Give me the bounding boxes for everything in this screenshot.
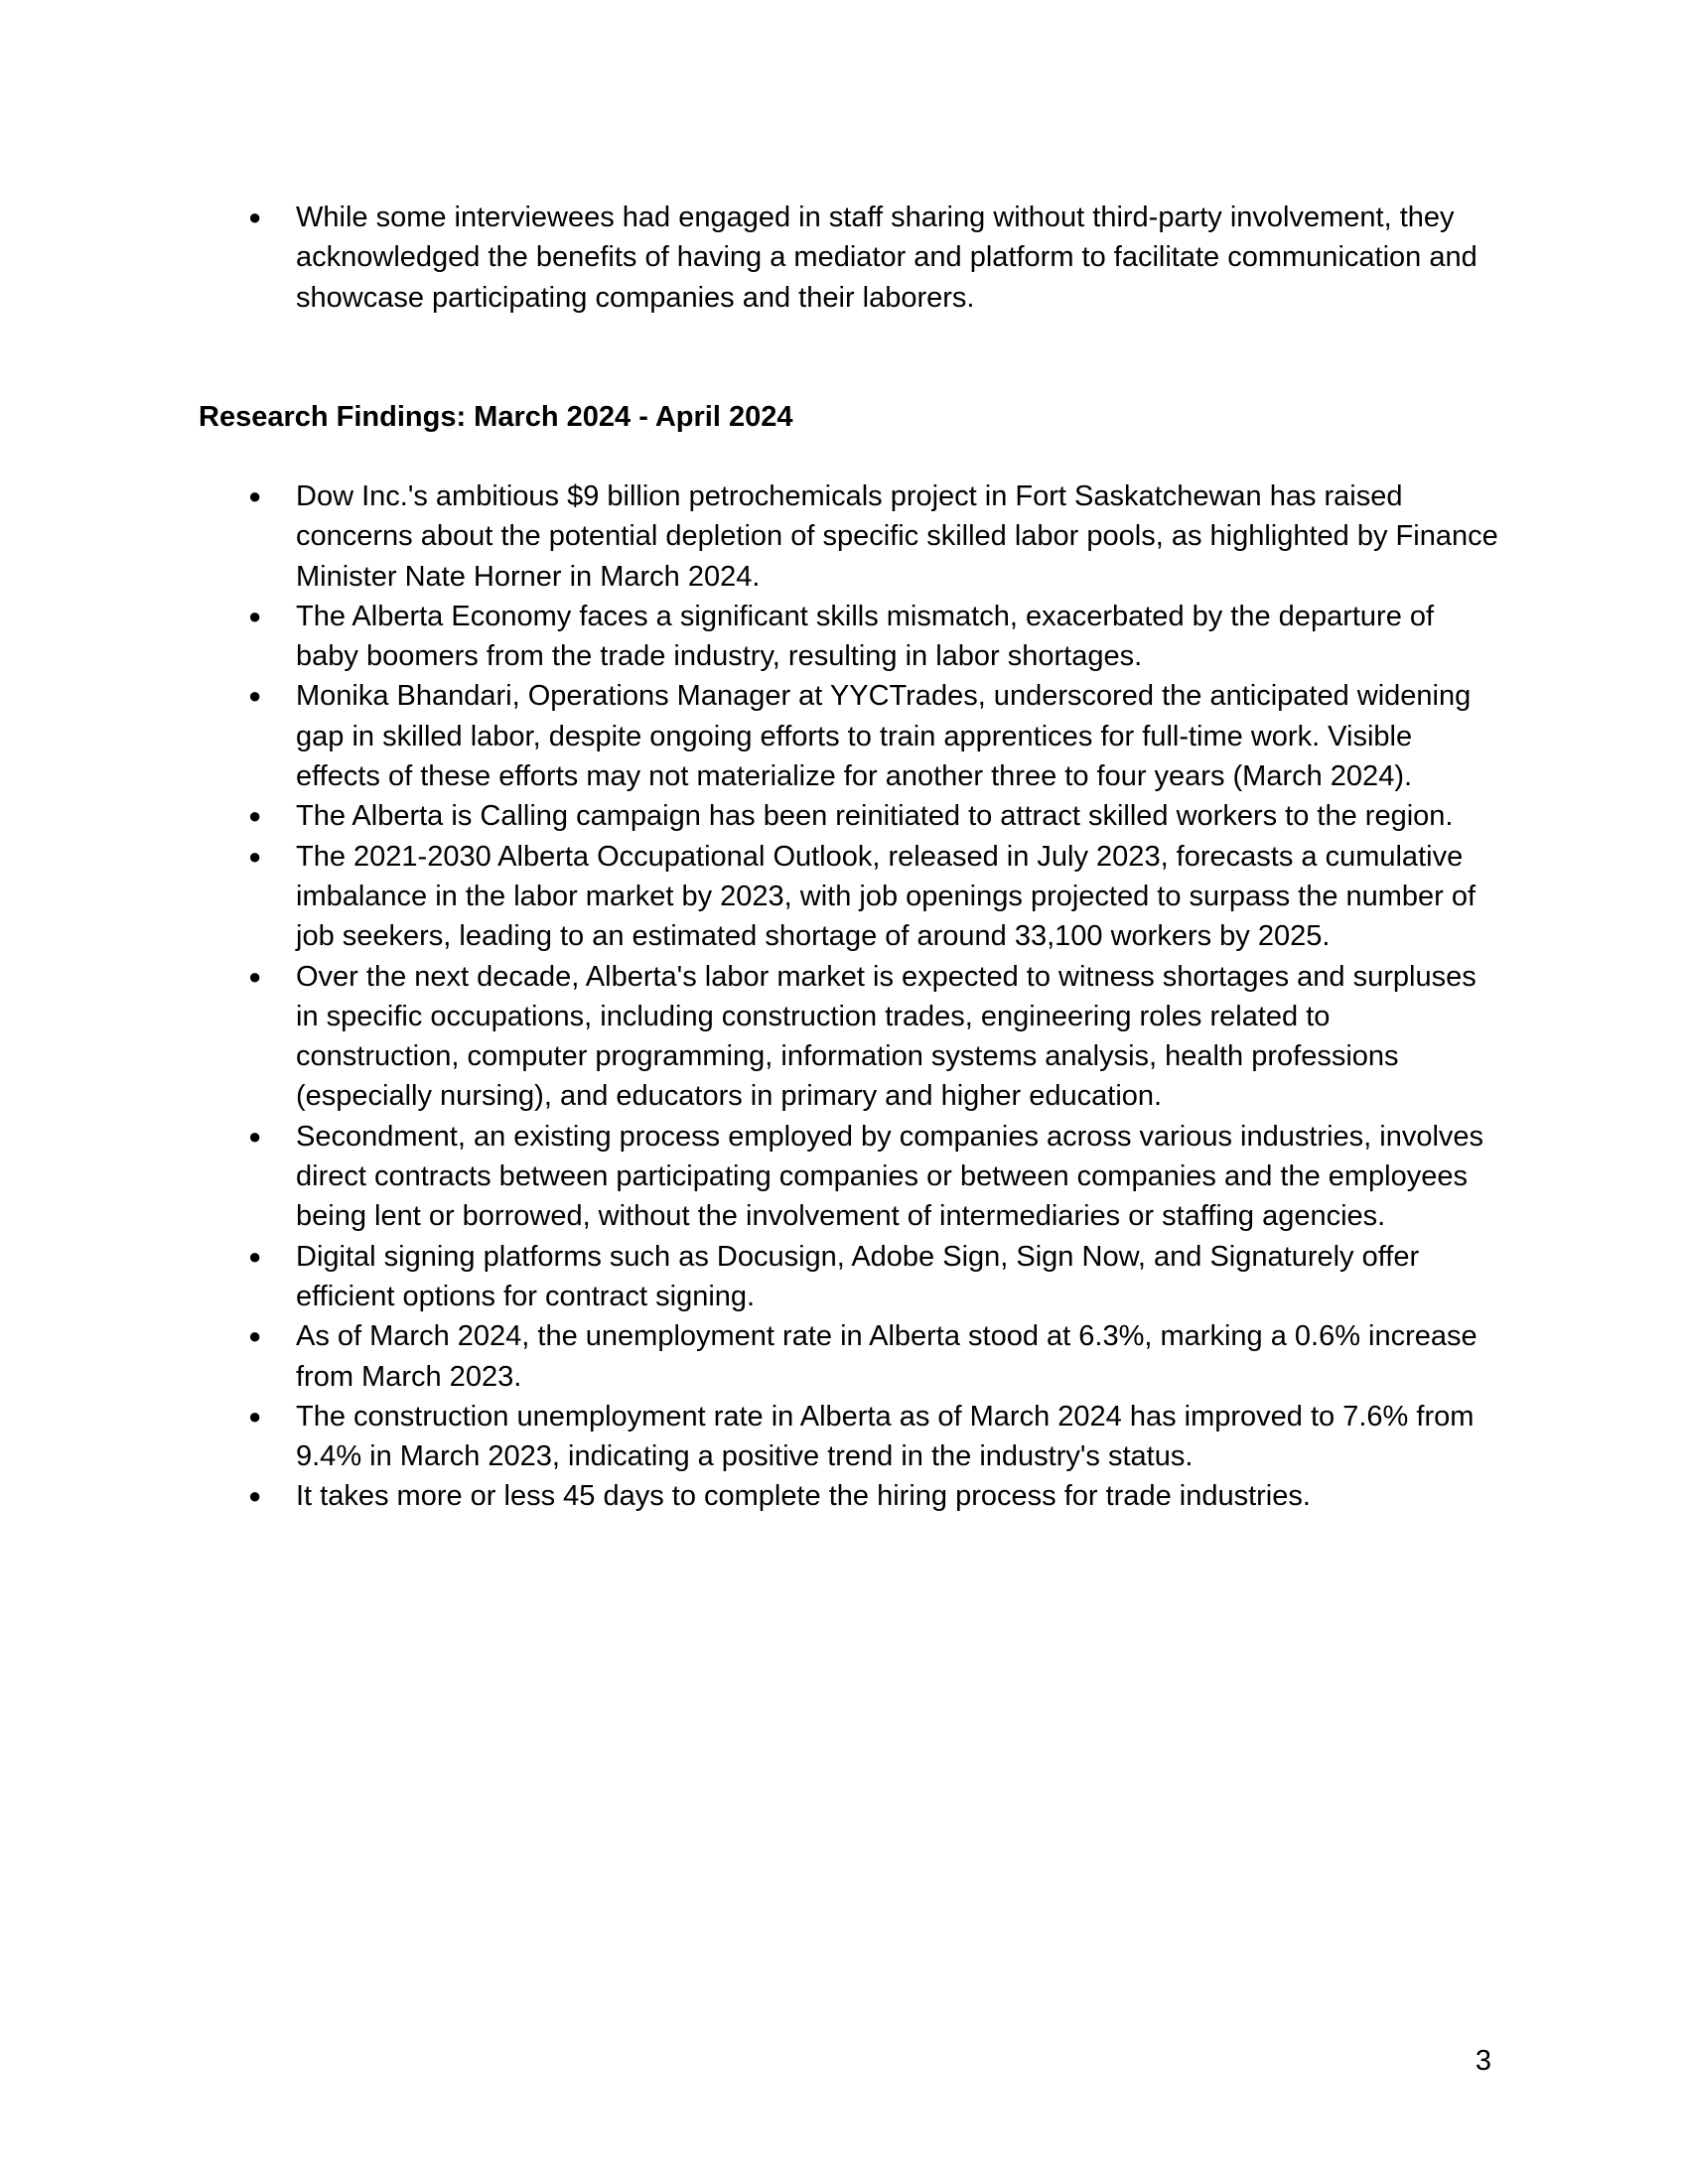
- bullet-icon: ●: [248, 205, 262, 229]
- list-item: [248, 837, 1499, 957]
- list-item: [248, 1117, 1499, 1237]
- intro-bullet-list: [248, 198, 1499, 318]
- list-item-text: Over the next decade, Alberta's labor market is expected to witness shortages and surpluses in specific occupations, including construction trades, engineering roles related to construction, computer programming, information systems analysis, health professions (especially nursing), and educators in primary and higher education.: [296, 960, 1477, 1113]
- list-item-text: It takes more or less 45 days to complete the hiring process for trade industries.: [296, 1480, 1311, 1513]
- bullet-icon: ●: [248, 1483, 262, 1509]
- list-item: [248, 1316, 1499, 1397]
- list-item-text: Digital signing platforms such as Docusign, Adobe Sign, Sign Now, and Signaturely offer efficient options for contract signing.: [296, 1240, 1420, 1312]
- bullet-icon: ●: [248, 1323, 262, 1349]
- list-item: [248, 676, 1499, 796]
- list-item-text: While some interviewees had engaged in staff sharing without third-party involvement, they acknowledged the benefits of having a mediator and platform to facilitate communication and showcase participating companies and their laborers.: [296, 202, 1477, 314]
- list-item: [248, 796, 1499, 836]
- list-item: [248, 1397, 1499, 1477]
- list-item: [248, 198, 1499, 318]
- bullet-icon: ●: [248, 963, 262, 989]
- bullet-icon: ●: [248, 803, 262, 829]
- list-item: [248, 477, 1499, 597]
- list-item-text: The Alberta Economy faces a significant skills mismatch, exacerbated by the departure of baby boomers from the trade industry, resulting in labor shortages.: [296, 600, 1435, 673]
- bullet-icon: ●: [248, 1403, 262, 1429]
- bullet-icon: ●: [248, 1243, 262, 1269]
- list-item: [248, 597, 1499, 677]
- findings-bullet-list: [248, 477, 1499, 1517]
- list-item-text: Dow Inc.'s ambitious $9 billion petrochemicals project in Fort Saskatchewan has raised concerns about the potential depletion of specific skilled labor pools, as highlighted by Finance Minister Nate Horner in March 2024.: [296, 480, 1498, 593]
- section-heading: Research Findings: March 2024 - April 2024: [199, 401, 793, 433]
- bullet-icon: ●: [248, 683, 262, 709]
- list-item-text: The construction unemployment rate in Alberta as of March 2024 has improved to 7.6% from 9.4% in March 2023, indicating a positive trend in the industry's status.: [296, 1400, 1475, 1473]
- list-item-text: Monika Bhandari, Operations Manager at YYCTrades, underscored the anticipated widening gap in skilled labor, despite ongoing efforts to train apprentices for full-time work. Visible effects of these efforts may not materialize for another three to four years (March 2024).: [296, 680, 1472, 793]
- bullet-icon: ●: [248, 483, 262, 508]
- list-item-text: Secondment, an existing process employed by companies across various industries, involves direct contracts between participating companies or between companies and the employees being lent or borrowed, without the involvement of intermediaries or staffing agencies.: [296, 1120, 1484, 1233]
- list-item: [248, 957, 1499, 1117]
- list-item: [248, 1476, 1499, 1516]
- bullet-icon: ●: [248, 603, 262, 628]
- list-item-text: As of March 2024, the unemployment rate in Alberta stood at 6.3%, marking a 0.6% increase from March 2023.: [296, 1320, 1477, 1393]
- bullet-icon: ●: [248, 1123, 262, 1149]
- list-item: [248, 1237, 1499, 1317]
- page-number: 3: [1475, 2045, 1491, 2077]
- bullet-icon: ●: [248, 843, 262, 869]
- list-item-text: The 2021-2030 Alberta Occupational Outlook, released in July 2023, forecasts a cumulative imbalance in the labor market by 2023, with job openings projected to surpass the number of job seekers, leading to an estimated shortage of around 33,100 workers by 2025.: [296, 840, 1477, 953]
- list-item-text: The Alberta is Calling campaign has been reinitiated to attract skilled workers to the region.: [296, 800, 1454, 833]
